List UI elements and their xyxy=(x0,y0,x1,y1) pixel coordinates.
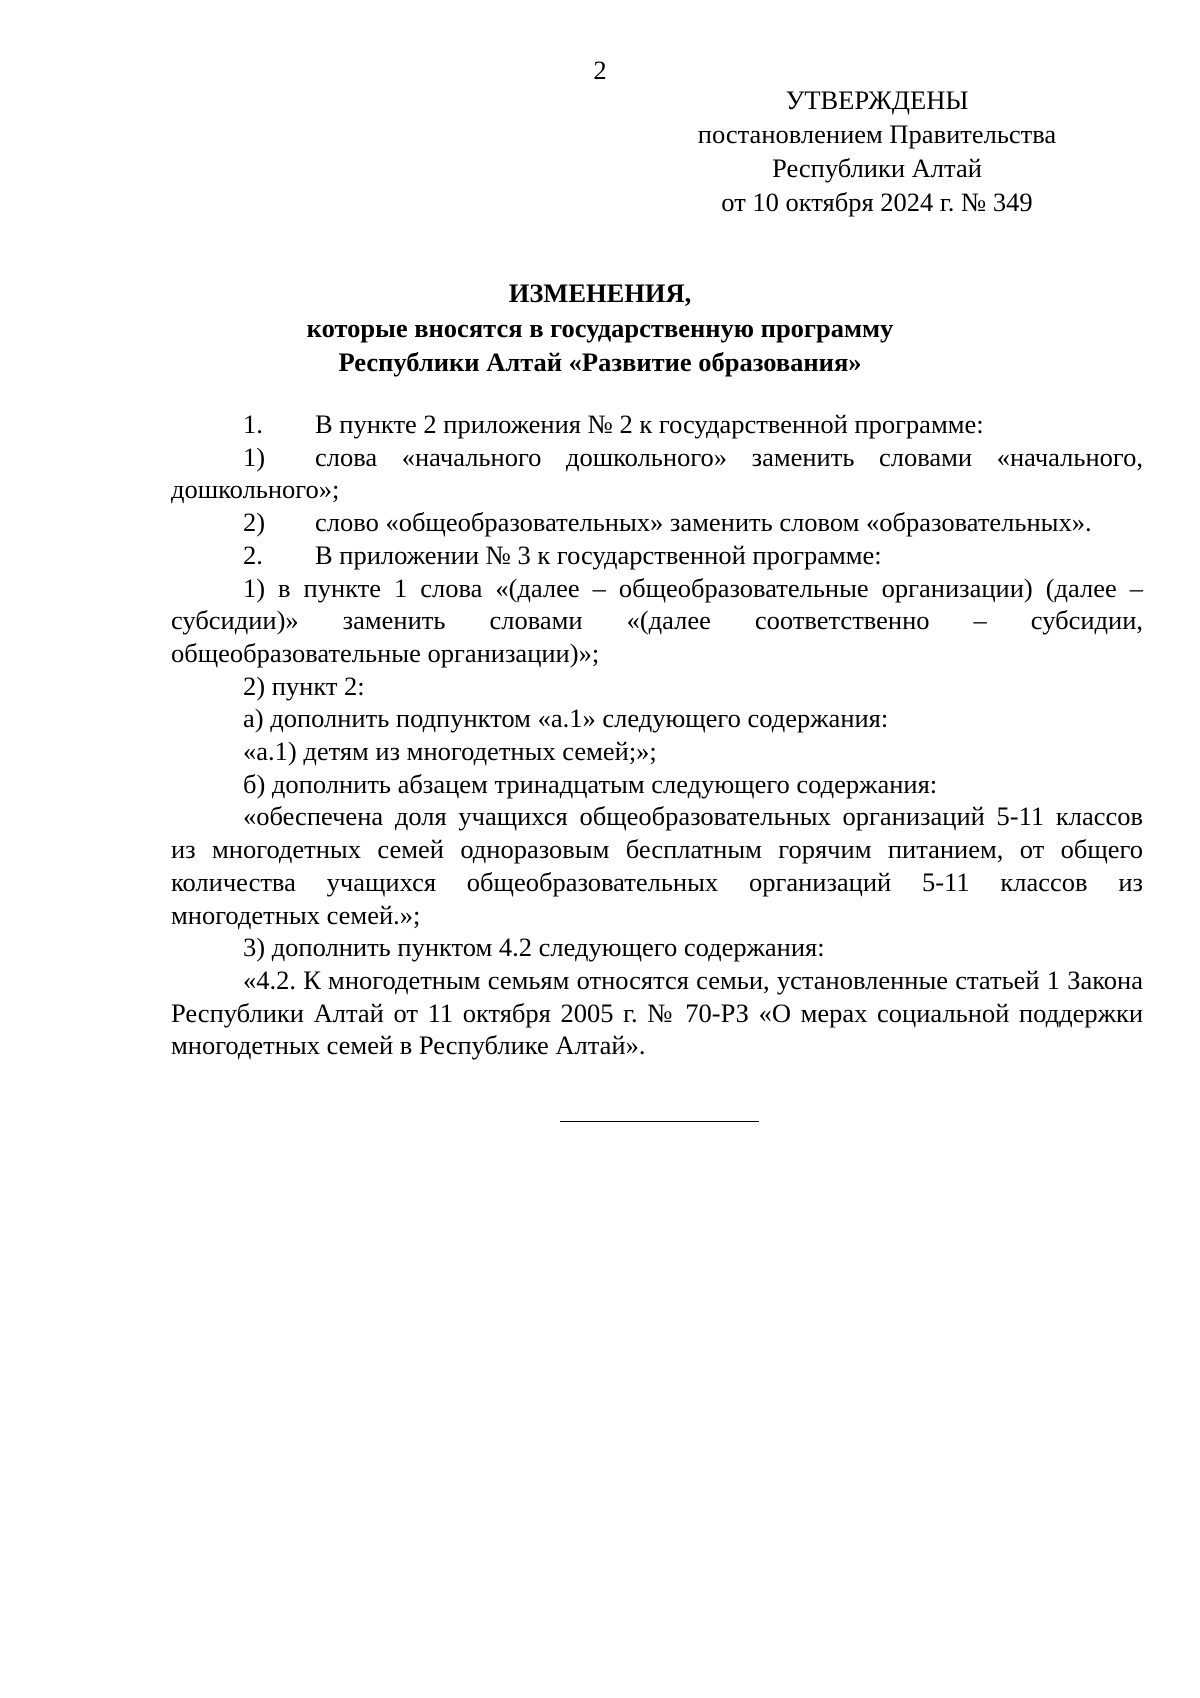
end-separator-line xyxy=(560,1121,759,1122)
paragraph: «а.1) детям из многодетных семей;»; xyxy=(243,736,657,767)
paragraph xyxy=(171,408,1143,441)
paragraph xyxy=(171,539,1143,572)
paragraph-text: слово «общеобразовательных» заменить словом «образовательных». xyxy=(315,507,1092,538)
title-line: Республики Алтай «Развитие образования» xyxy=(338,347,862,377)
approval-heading: УТВЕРЖДЕНЫ xyxy=(785,85,969,115)
paragraph xyxy=(171,506,1143,539)
paragraph xyxy=(171,441,1143,506)
approval-stamp-block xyxy=(690,83,1064,219)
item-number: 1) xyxy=(243,441,266,472)
paragraph: 1) в пункте 1 слова «(далее – общеобразовательные организации) (далее – субсидии)» заменить словами «(далее соответственно – субсидии, общеобразовательные организации)»; xyxy=(171,572,1143,668)
item-number: 2. xyxy=(243,539,263,570)
paragraph: «обеспечена доля учащихся общеобразовательных организаций 5-11 классов из многодетных семей одноразовым бесплатным горячим питанием, от общего количества учащихся общеобразовательных организаций 5-11 классов из многодетных семей.»; xyxy=(171,801,1143,930)
paragraph-text: В приложении № 3 к государственной программе: xyxy=(315,539,882,570)
title-line: ИЗМЕНЕНИЯ, xyxy=(508,278,692,308)
document-body xyxy=(171,408,1143,1062)
approval-line: Республики Алтай xyxy=(772,153,982,183)
paragraph: 2) пункт 2: xyxy=(243,670,365,701)
title-line: которые вносятся в государственную программу xyxy=(306,312,894,343)
item-number: 1. xyxy=(243,409,263,439)
item-number: 2) xyxy=(243,507,266,538)
approval-date-number: от 10 октября 2024 г. № 349 xyxy=(721,187,1033,217)
page-number: 2 xyxy=(593,55,607,85)
paragraph-text: слова «начального дошкольного» заменить словами «начального, дошкольного»; xyxy=(171,441,1143,505)
paragraph: а) дополнить подпунктом «а.1» следующего содержания: xyxy=(243,703,889,734)
paragraph: б) дополнить абзацем тринадцатым следующего содержания: xyxy=(243,768,938,799)
approval-line: постановлением Правительства xyxy=(697,119,1057,149)
paragraph: 3) дополнить пунктом 4.2 следующего содержания: xyxy=(243,932,825,963)
paragraph-text: В пункте 2 приложения № 2 к государственной программе: xyxy=(315,409,984,439)
document-title xyxy=(0,276,1200,380)
paragraph: «4.2. К многодетным семьям относятся семьи, установленные статьей 1 Закона Республики Алтай от 11 октября 2005 г. № 70-РЗ «О мерах социальной поддержки многодетных семей в Республике Алтай». xyxy=(171,964,1143,1061)
